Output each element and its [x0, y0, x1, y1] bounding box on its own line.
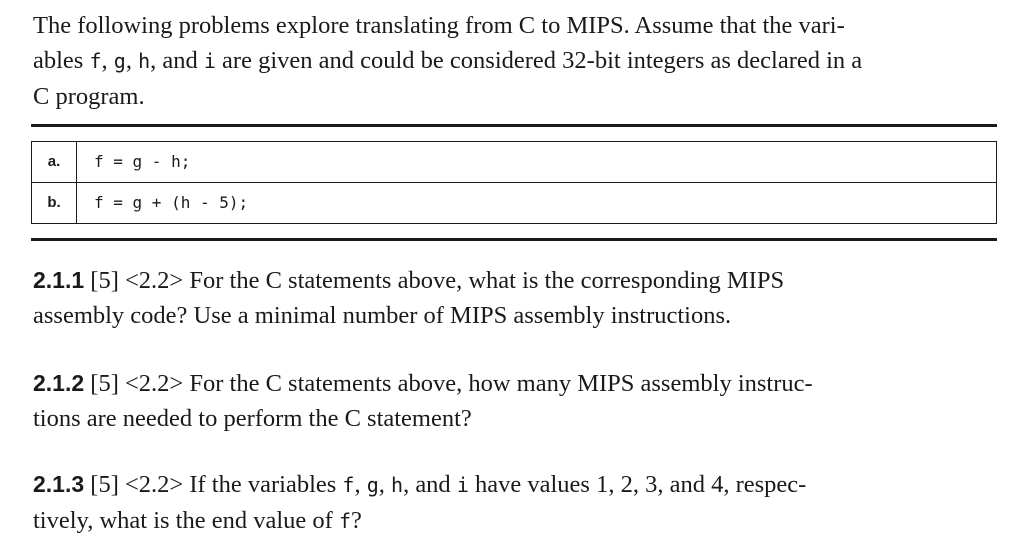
separator: , — [101, 47, 114, 74]
var-f: f — [338, 509, 351, 533]
problem-line-1 — [33, 263, 1008, 298]
table-row — [32, 142, 996, 183]
intro-line-3: C program. — [33, 83, 145, 110]
problem-2-1-2 — [33, 366, 1008, 436]
problem-number: 2.1.1 — [33, 267, 85, 293]
intro-text: ables — [33, 47, 90, 74]
problem-number: 2.1.3 — [33, 471, 85, 497]
separator: , and — [403, 471, 457, 498]
separator: , — [378, 471, 392, 498]
problem-text: tively, what is the end value of — [33, 507, 339, 534]
var-h: h — [138, 49, 151, 73]
separator: , and — [150, 47, 204, 74]
bottom-rule — [31, 238, 997, 241]
top-rule — [31, 124, 997, 127]
row-code: f = g - h; — [94, 152, 191, 171]
row-label: b. — [32, 183, 77, 223]
var-i: i — [203, 49, 216, 73]
problem-2-1-3 — [33, 467, 1008, 539]
var-f: f — [89, 49, 102, 73]
problem-text: [5] <2.2> If the variables — [84, 471, 343, 498]
problem-number: 2.1.2 — [33, 370, 85, 396]
intro-paragraph — [33, 8, 1008, 114]
var-i: i — [456, 473, 469, 497]
separator: , — [125, 47, 139, 74]
problem-2-1-1 — [33, 263, 1008, 333]
intro-line-2 — [33, 43, 1008, 79]
problem-text: [5] <2.2> For the C statements above, what is the corresponding MIPS — [84, 267, 785, 294]
problem-line-1 — [33, 366, 1008, 401]
var-h: h — [391, 473, 404, 497]
var-f: f — [342, 473, 355, 497]
intro-text: are given and could be considered 32-bit integers as declared in a — [215, 47, 863, 74]
var-g: g — [113, 49, 126, 73]
problem-line-2: tions are needed to perform the C statement? — [33, 405, 472, 432]
separator: , — [354, 471, 367, 498]
row-label: a. — [32, 142, 77, 182]
var-g: g — [366, 473, 379, 497]
code-table — [31, 141, 997, 224]
problem-text: have values 1, 2, 3, and 4, respec- — [468, 471, 807, 498]
row-code: f = g + (h - 5); — [94, 193, 249, 212]
intro-line-1: The following problems explore translating from C to MIPS. Assume that the vari- — [33, 12, 845, 39]
table-row — [32, 183, 996, 223]
problem-text: ? — [351, 507, 362, 534]
problem-line-2 — [33, 503, 1008, 539]
problem-line-2: assembly code? Use a minimal number of MIPS assembly instructions. — [33, 302, 732, 329]
problem-line-1 — [33, 467, 1008, 503]
problem-text: [5] <2.2> For the C statements above, how many MIPS assembly instruc- — [84, 370, 813, 397]
